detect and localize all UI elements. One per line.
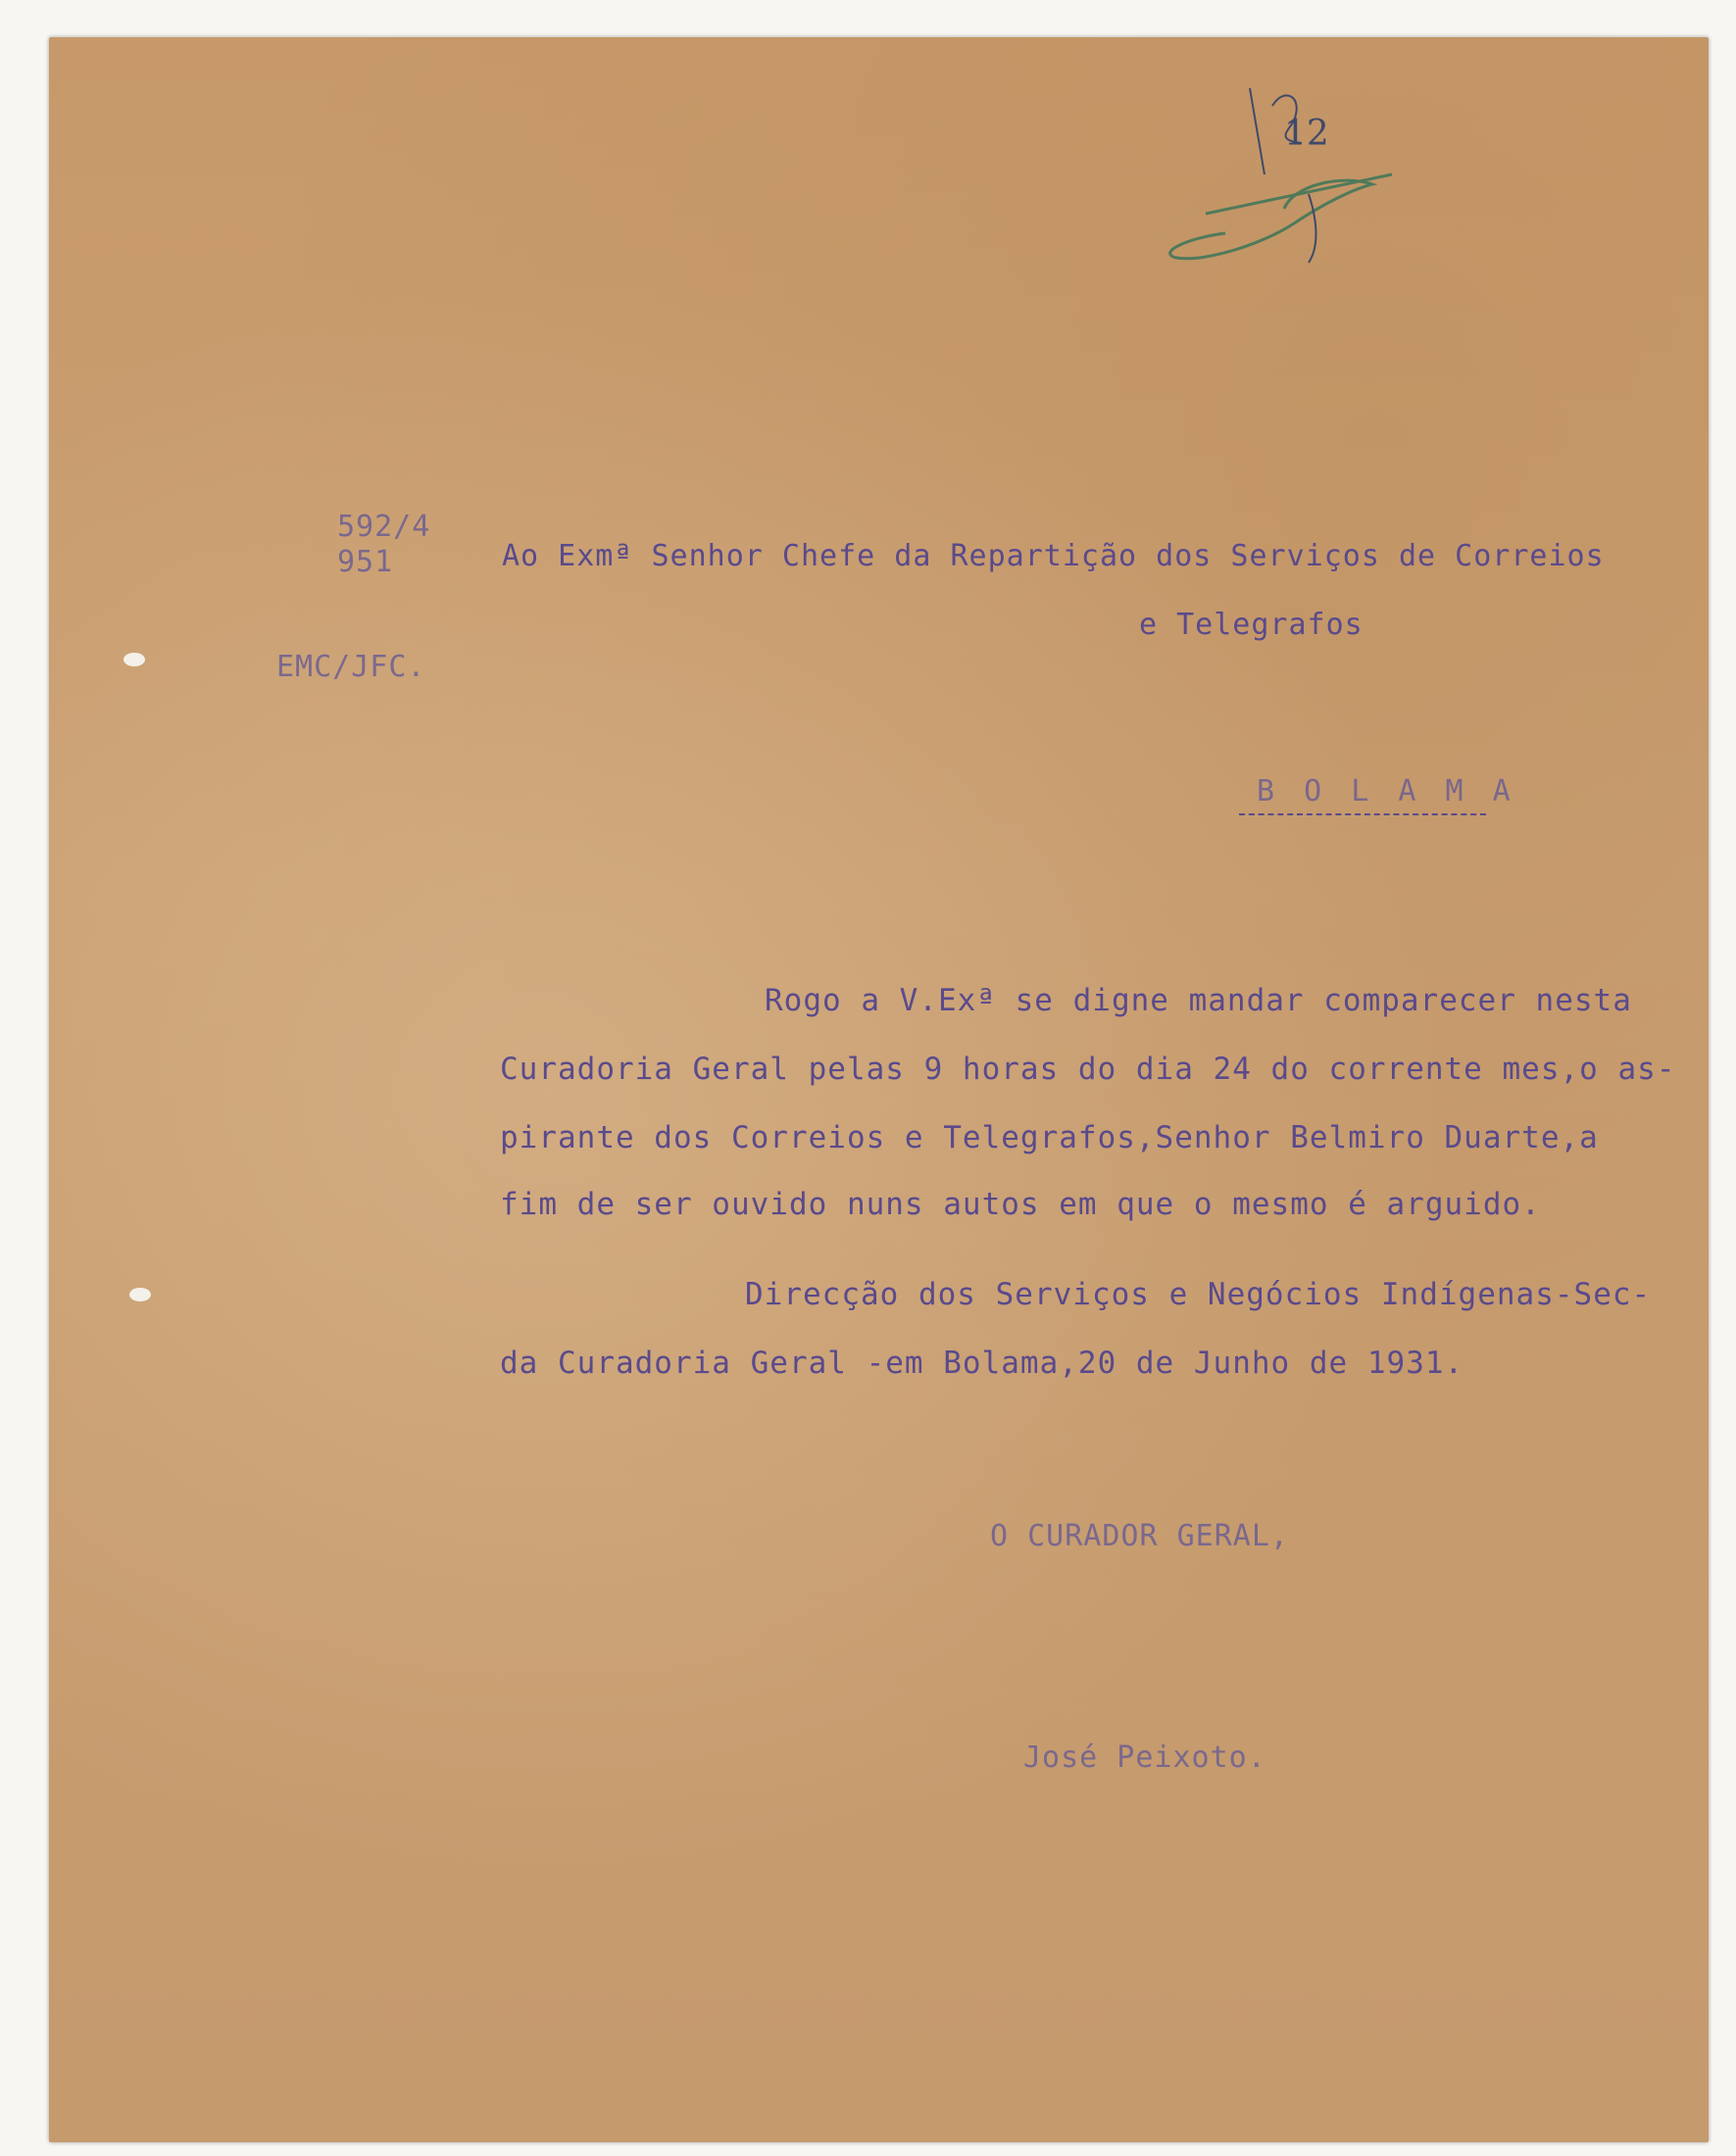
body-line-3: pirante dos Correios e Telegrafos,Senhor Belmiro Duarte,a bbox=[500, 1120, 1599, 1155]
punch-hole-top bbox=[124, 653, 145, 666]
body-line-4: fim de ser ouvido nuns autos em que o mesmo é arguido. bbox=[500, 1187, 1541, 1222]
city-name: B O L A M A bbox=[1257, 774, 1516, 808]
reference-number-top: 592/4 bbox=[337, 510, 431, 544]
punch-hole-bottom bbox=[129, 1288, 151, 1301]
addressee-line-1: Ao Exmª Senhor Chefe da Repartição dos Serviços de Correios bbox=[502, 539, 1605, 573]
handwritten-folio-svg bbox=[1147, 67, 1461, 272]
closing-line-2: da Curadoria Geral -em Bolama,20 de Junho de 1931. bbox=[500, 1346, 1464, 1381]
signatory-name: José Peixoto. bbox=[1023, 1740, 1266, 1775]
closing-line-1: Direcção dos Serviços e Negócios Indígenas-Sec- bbox=[745, 1277, 1652, 1312]
initials: EMC/JFC. bbox=[276, 650, 426, 684]
city-underline bbox=[1239, 813, 1486, 815]
body-line-2: Curadoria Geral pelas 9 horas do dia 24 do corrente mes,o as- bbox=[500, 1052, 1676, 1087]
body-line-1: Rogo a V.Exª se digne mandar comparecer nesta bbox=[765, 983, 1632, 1018]
reference-number-bottom: 951 bbox=[337, 545, 394, 579]
addressee-line-2: e Telegrafos bbox=[1139, 608, 1364, 642]
signatory-title: O CURADOR GERAL, bbox=[990, 1519, 1289, 1553]
document-sheet bbox=[49, 37, 1709, 2142]
handwritten-folio-mark bbox=[1147, 67, 1461, 272]
handwritten-folio-number: 12 bbox=[1284, 114, 1329, 154]
